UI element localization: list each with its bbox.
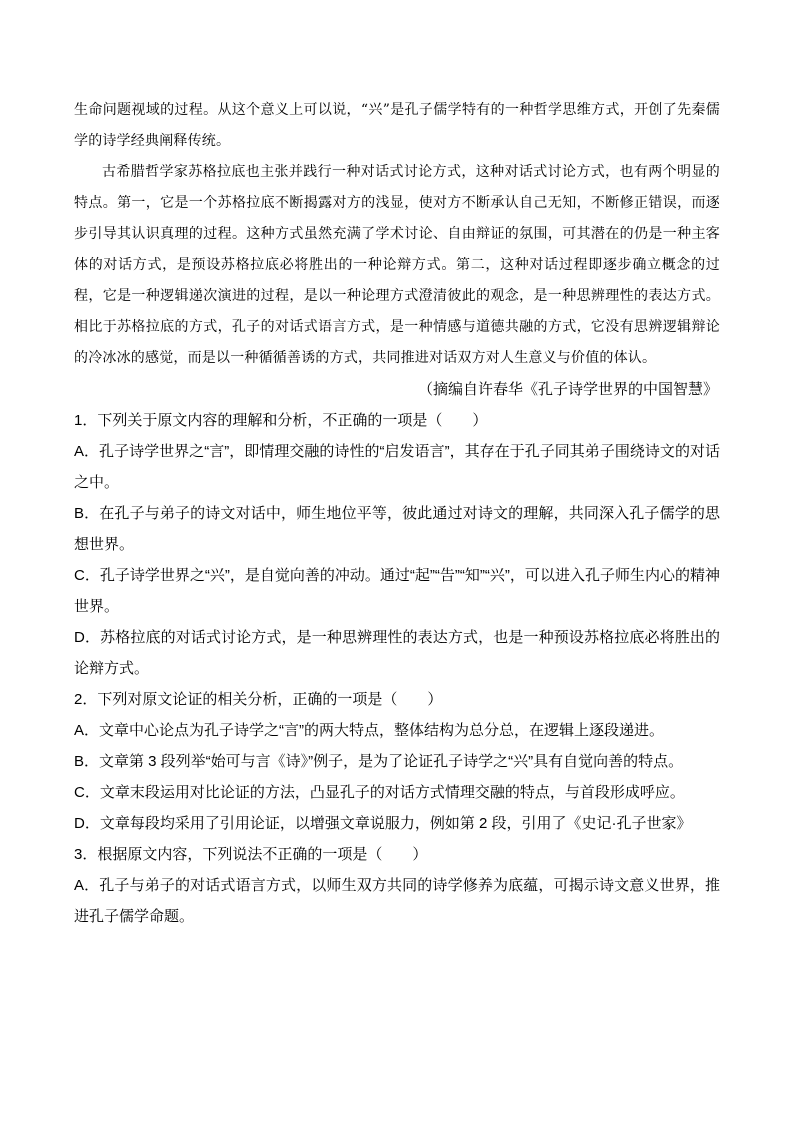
option-a: A．文章中心论点为孔子诗学之“言”的两大特点，整体结构为总分总，在逻辑上逐段递进。 — [74, 722, 664, 739]
question-stem: 3．根据原文内容，下列说法不正确的一项是（ ） — [74, 846, 428, 863]
question-3 — [74, 839, 720, 932]
question-2 — [74, 684, 720, 839]
option-c: C．孔子诗学世界之“兴”，是自觉向善的冲动。通过“起”“告”“知”“兴”，可以进入孔子师生内心的精神世界。 — [74, 567, 720, 615]
option-b: B．在孔子与弟子的诗文对话中，师生地位平等，彼此通过对诗文的理解，共同深入孔子儒学的思想世界。 — [74, 505, 720, 553]
option-d: D．文章每段均采用了引用论证，以增强文章说服力，例如第 2 段，引用了《史记·孔子世家》 — [74, 815, 692, 832]
option-d: D．苏格拉底的对话式讨论方式，是一种思辨理性的表达方式，也是一种预设苏格拉底必将胜出的论辩方式。 — [74, 629, 720, 677]
question-stem: 1．下列关于原文内容的理解和分析，不正确的一项是（ ） — [74, 412, 488, 429]
option-a: A．孔子与弟子的对话式语言方式，以师生双方共同的诗学修养为底蕴，可揭示诗文意义世界，推进孔子儒学命题。 — [74, 877, 720, 925]
passage-source: （摘编自许春华《孔子诗学世界的中国智慧》 — [417, 381, 718, 398]
question-1 — [74, 405, 720, 684]
passage-paragraph-2: 古希腊哲学家苏格拉底也主张并践行一种对话式讨论方式，这种对话式讨论方式，也有两个明显的特点。第一，它是一个苏格拉底不断揭露对方的浅显，使对方不断承认自己无知，不断修正错误，而逐步引导其认识真理的过程。这种方式虽然充满了学术讨论、自由辩证的氛围，可其潜在的仍是一种主客体的对话方式，是预设苏格拉底必将胜出的一种论辩方式。第二，这种对话过程即逐步确立概念的过程，它是一种逻辑递次演进的过程，是以一种论理方式澄清彼此的观念，是一种思辨理性的表达方式。相比于苏格拉底的方式，孔子的对话式语言方式，是一种情感与道德共融的方式，它没有思辨逻辑辩论的冷冰冰的感觉，而是以一种循循善诱的方式，共同推进对话双方对人生意义与价值的体认。 — [74, 164, 720, 366]
option-c: C．文章末段运用对比论证的方法，凸显孔子的对话方式情理交融的特点，与首段形成呼应。 — [74, 784, 685, 801]
exam-page — [74, 95, 720, 932]
option-a: A．孔子诗学世界之“言”，即情理交融的诗性的“启发语言”，其存在于孔子同其弟子围绕诗文的对话之中。 — [74, 443, 720, 491]
option-b: B．文章第 3 段列举“始可与言《诗》”例子，是为了论证孔子诗学之“兴”具有自觉向善的特点。 — [74, 753, 684, 770]
passage-paragraph-1: 生命问题视域的过程。从这个意义上可以说，“兴”是孔子儒学特有的一种哲学思维方式，开创了先秦儒学的诗学经典阐释传统。 — [74, 102, 720, 149]
question-stem: 2．下列对原文论证的相关分析，正确的一项是（ ） — [74, 691, 443, 708]
